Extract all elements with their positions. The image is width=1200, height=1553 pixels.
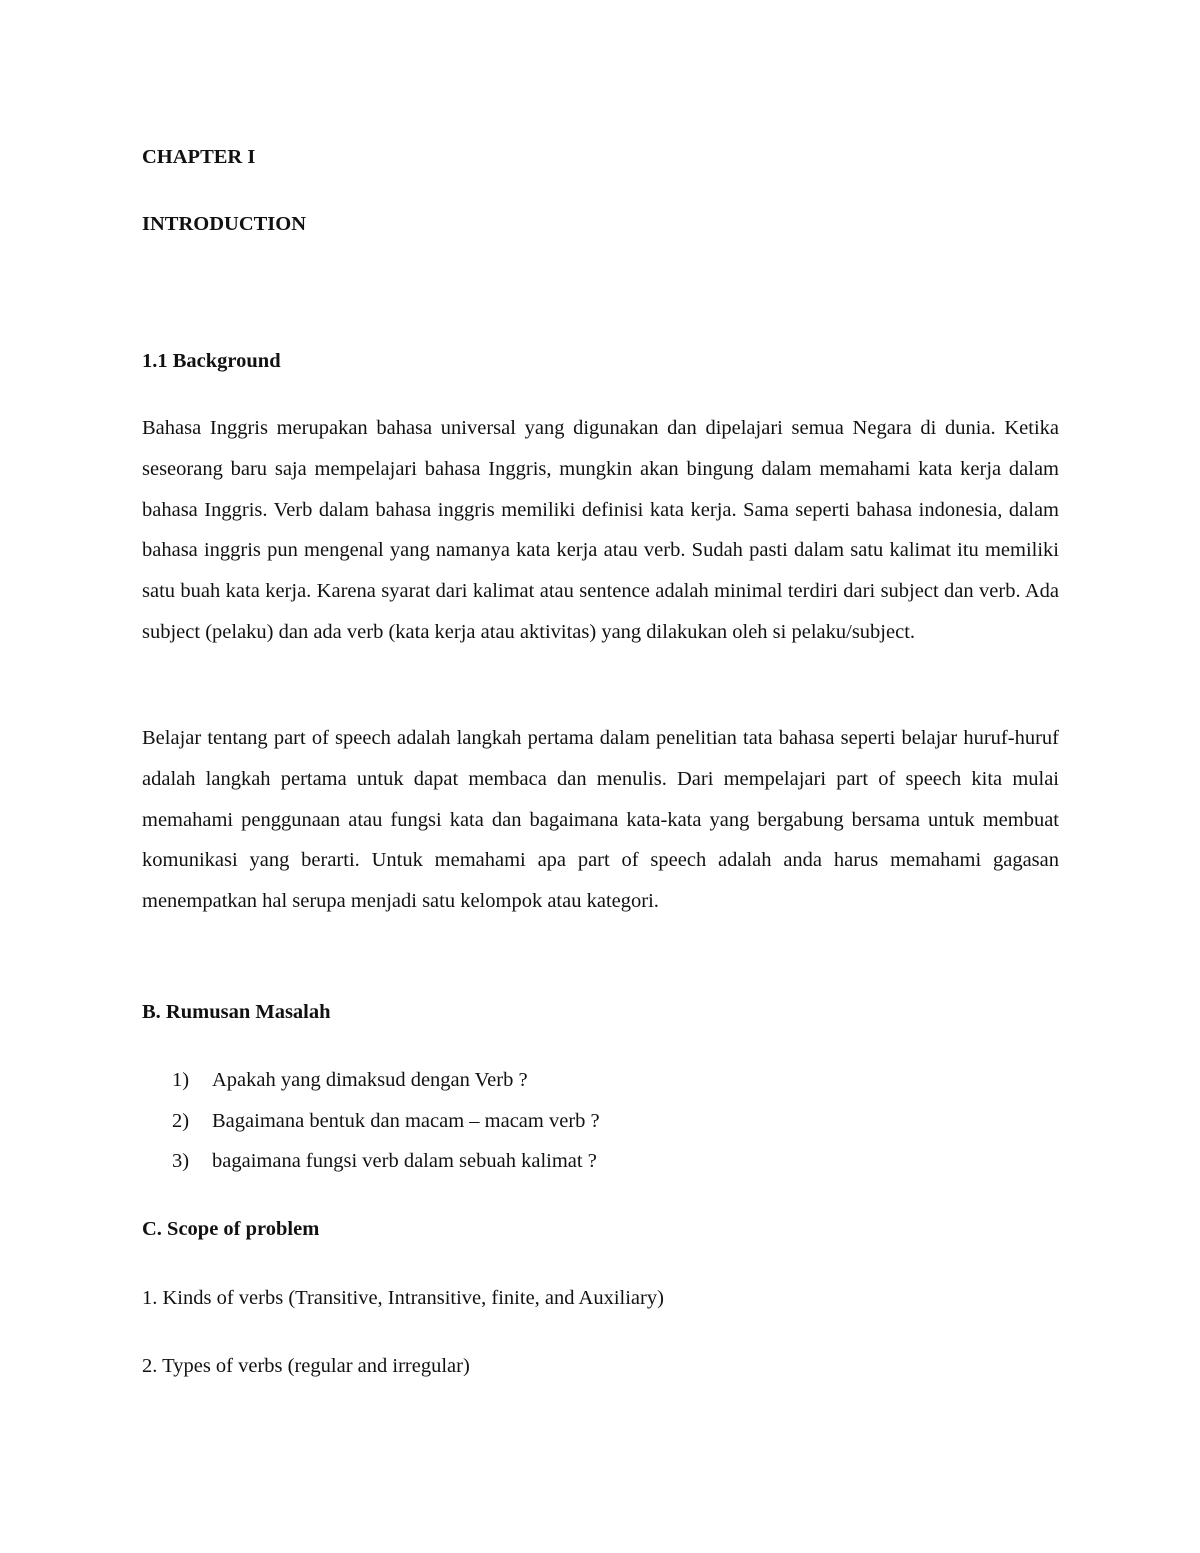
rumusan-item-1-text: Apakah yang dimaksud dengan Verb ? bbox=[212, 1069, 528, 1091]
chapter-title: INTRODUCTION bbox=[142, 213, 307, 235]
rumusan-item-2-text: Bagaimana bentuk dan macam – macam verb ? bbox=[212, 1110, 600, 1132]
scope-heading: C. Scope of problem bbox=[142, 1218, 320, 1240]
rumusan-item-3 bbox=[172, 1151, 597, 1172]
background-heading: 1.1 Background bbox=[142, 350, 281, 372]
background-paragraph-1: Bahasa Inggris merupakan bahasa universal yang digunakan dan dipelajari semua Negara di dunia. Ketika seseorang baru saja mempelajari bahasa Inggris, mungkin akan bingung dalam memahami kata kerja dalam bahasa Inggris. Verb dalam bahasa inggris memiliki definisi kata kerja. Sama seperti bahasa indonesia, dalam bahasa inggris pun mengenal yang namanya kata kerja atau verb. Sudah pasti dalam satu kalimat itu memiliki satu buah kata kerja. Karena syarat dari kalimat atau sentence adalah minimal terdiri dari subject dan verb. Ada subject (pelaku) dan ada verb (kata kerja atau aktivitas) yang dilakukan oleh si pelaku/subject. bbox=[142, 417, 1059, 643]
rumusan-item-3-text: bagaimana fungsi verb dalam sebuah kalimat ? bbox=[212, 1150, 597, 1172]
rumusan-item-3-number: 3) bbox=[172, 1150, 190, 1172]
chapter-label: CHAPTER I bbox=[142, 146, 256, 168]
rumusan-item-2-number: 2) bbox=[172, 1110, 190, 1132]
rumusan-item-2 bbox=[172, 1111, 600, 1132]
rumusan-item-1-number: 1) bbox=[172, 1069, 190, 1091]
scope-line-1: 1. Kinds of verbs (Transitive, Intransitive, finite, and Auxiliary) bbox=[142, 1287, 664, 1309]
rumusan-item-1 bbox=[172, 1070, 528, 1091]
background-paragraph-2: Belajar tentang part of speech adalah langkah pertama dalam penelitian tata bahasa seperti belajar huruf-huruf adalah langkah pertama untuk dapat membaca dan menulis. Dari mempelajari part of speech kita mulai memahami penggunaan atau fungsi kata dan bagaimana kata-kata yang bergabung bersama untuk membuat komunikasi yang berarti. Untuk memahami apa part of speech adalah anda harus memahami gagasan menempatkan hal serupa menjadi satu kelompok atau kategori. bbox=[142, 727, 1059, 913]
scope-line-2: 2. Types of verbs (regular and irregular) bbox=[142, 1355, 470, 1377]
rumusan-heading: B. Rumusan Masalah bbox=[142, 1001, 331, 1023]
